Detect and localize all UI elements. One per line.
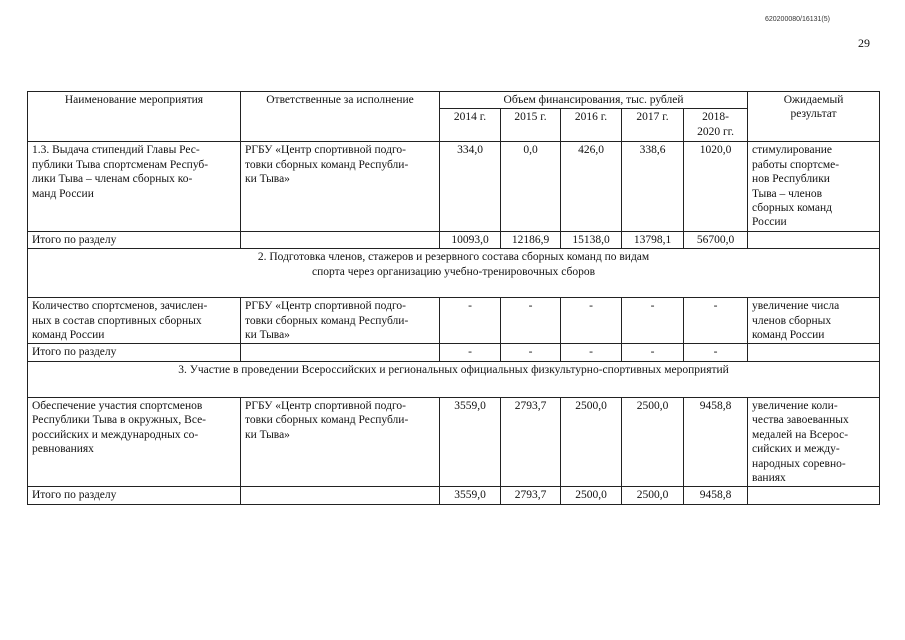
value-cell: 426,0 <box>561 142 622 231</box>
total-value-cell: 15138,0 <box>561 231 622 248</box>
col-header-name: Наименование мероприятия <box>28 92 241 142</box>
value-cell: - <box>622 298 684 344</box>
empty-cell <box>241 344 440 361</box>
section-heading-line: спорта через организацию учебно-тренировочных сборов <box>312 265 596 278</box>
text-line: работы спортсме- <box>752 158 840 171</box>
text-line: товки сборных команд Республи- <box>245 414 409 427</box>
col-header-result-line: результат <box>790 108 837 121</box>
total-value-cell: 2793,7 <box>501 487 561 504</box>
text-line: Республики Тыва в окружных, Все- <box>32 414 207 427</box>
total-value-cell: 13798,1 <box>622 231 684 248</box>
document-code: 620200080/16131(5) <box>764 16 830 23</box>
total-label: Итого по разделу <box>28 231 241 248</box>
text-line: сборных команд <box>752 202 832 215</box>
col-header-2015: 2015 г. <box>501 109 561 142</box>
value-cell: 2500,0 <box>622 397 684 486</box>
text-line: товки сборных команд Республи- <box>245 158 409 171</box>
text-line: чества завоеванных <box>752 414 849 427</box>
total-value-cell: 9458,8 <box>684 487 748 504</box>
value-cell: - <box>440 298 501 344</box>
empty-cell <box>241 231 440 248</box>
empty-cell <box>748 344 880 361</box>
text-line: ки Тыва» <box>245 173 290 186</box>
total-label: Итого по разделу <box>28 487 241 504</box>
text-line: команд России <box>32 329 105 342</box>
text-line: увеличение коли- <box>752 399 838 412</box>
activity-name-cell <box>28 298 241 344</box>
responsible-cell <box>241 298 440 344</box>
text-line: лики Тыва – членам сборных ко- <box>32 173 193 186</box>
total-value-cell: - <box>622 344 684 361</box>
value-cell: - <box>684 298 748 344</box>
text-line: ваниях <box>752 471 786 484</box>
total-label: Итого по разделу <box>28 344 241 361</box>
section-heading: 3. Участие в проведении Всероссийских и региональных официальных физкультурно-спортивных мероприятий <box>28 361 880 397</box>
value-cell: 1020,0 <box>684 142 748 231</box>
total-value-cell: - <box>561 344 622 361</box>
text-line: ревнованиях <box>32 443 94 456</box>
value-cell: 0,0 <box>501 142 561 231</box>
text-line: членов сборных <box>752 314 832 327</box>
total-row <box>28 344 880 361</box>
text-line: увеличение числа <box>752 300 840 313</box>
total-value-cell: - <box>684 344 748 361</box>
total-value-cell: 3559,0 <box>440 487 501 504</box>
funding-table <box>27 91 880 505</box>
text-line: манд России <box>32 187 94 200</box>
col-header-2016: 2016 г. <box>561 109 622 142</box>
col-header-2018-2020 <box>684 109 748 142</box>
col-header-result-line: Ожидаемый <box>783 94 844 106</box>
responsible-cell <box>241 142 440 231</box>
total-value-cell: 2500,0 <box>622 487 684 504</box>
value-cell: 334,0 <box>440 142 501 231</box>
value-cell: 2793,7 <box>501 397 561 486</box>
col-header-responsible: Ответственные за исполнение <box>241 92 440 142</box>
section-heading <box>28 249 880 298</box>
section-heading-line: 2. Подготовка членов, стажеров и резервного состава сборных команд по видам <box>257 251 650 264</box>
total-value-cell: - <box>440 344 501 361</box>
text-line: России <box>752 216 787 229</box>
activity-name-cell <box>28 397 241 486</box>
section-heading-row <box>28 249 880 298</box>
text-line: ки Тыва» <box>245 428 290 441</box>
result-cell <box>748 298 880 344</box>
table-row <box>28 142 880 231</box>
total-value-cell: 56700,0 <box>684 231 748 248</box>
total-value-cell: 10093,0 <box>440 231 501 248</box>
text-line: ки Тыва» <box>245 329 290 342</box>
col-header-2014: 2014 г. <box>440 109 501 142</box>
value-cell: - <box>561 298 622 344</box>
table-row <box>28 397 880 486</box>
value-cell: 9458,8 <box>684 397 748 486</box>
text-line: Тыва – членов <box>752 187 823 200</box>
empty-cell <box>241 487 440 504</box>
text-line: Обеспечение участия спортсменов <box>32 399 203 412</box>
header-row <box>28 92 880 109</box>
text-line: медалей на Всерос- <box>752 428 849 441</box>
col-header-years-line: 2018- <box>702 111 729 124</box>
text-line: стимулирование <box>752 144 833 157</box>
total-row <box>28 487 880 504</box>
text-line: РГБУ «Центр спортивной подго- <box>245 300 406 313</box>
activity-name-cell <box>28 142 241 231</box>
text-line: 1.3. Выдача стипендий Главы Рес- <box>32 144 200 157</box>
text-line: товки сборных команд Республи- <box>245 314 409 327</box>
value-cell: 2500,0 <box>561 397 622 486</box>
value-cell: 338,6 <box>622 142 684 231</box>
result-cell <box>748 397 880 486</box>
col-header-2017: 2017 г. <box>622 109 684 142</box>
text-line: Количество спортсменов, зачислен- <box>32 300 208 313</box>
table-row <box>28 298 880 344</box>
section-heading-row <box>28 361 880 397</box>
empty-cell <box>748 231 880 248</box>
text-line: ных в состав спортивных сборных <box>32 314 202 327</box>
col-header-result <box>748 92 880 142</box>
total-value-cell: 2500,0 <box>561 487 622 504</box>
total-value-cell: 12186,9 <box>501 231 561 248</box>
col-header-years-line: 2020 гг. <box>697 125 734 138</box>
empty-cell <box>748 487 880 504</box>
text-line: сийских и между- <box>752 443 840 456</box>
text-line: народных соревно- <box>752 457 846 470</box>
text-line: РГБУ «Центр спортивной подго- <box>245 399 406 412</box>
total-row <box>28 231 880 248</box>
col-header-funding: Объем финансирования, тыс. рублей <box>440 92 748 109</box>
value-cell: - <box>501 298 561 344</box>
text-line: российских и международных со- <box>32 428 199 441</box>
total-value-cell: - <box>501 344 561 361</box>
text-line: команд России <box>752 329 825 342</box>
text-line: нов Республики <box>752 173 830 186</box>
value-cell: 3559,0 <box>440 397 501 486</box>
result-cell <box>748 142 880 231</box>
page-number: 29 <box>858 36 870 50</box>
text-line: публики Тыва спортсменам Респуб- <box>32 158 209 171</box>
responsible-cell <box>241 397 440 486</box>
text-line: РГБУ «Центр спортивной подго- <box>245 144 406 157</box>
